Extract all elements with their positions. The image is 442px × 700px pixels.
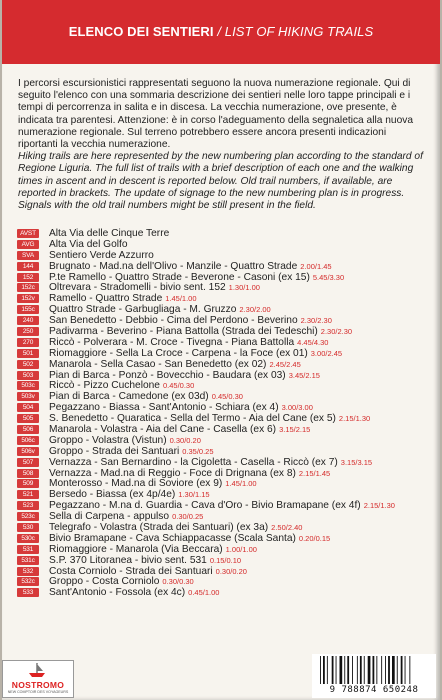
trail-time: 2.30/2.30 bbox=[300, 316, 332, 326]
trail-time: 0.45/1.00 bbox=[188, 588, 220, 598]
trail-name: Pian di Barca - Camedone (ex 03d) bbox=[49, 391, 209, 403]
barcode-number: 9 788874 650248 bbox=[329, 685, 419, 695]
trail-name: Telegrafo - Volastra (Strada dei Santuari) (ex 3a) bbox=[49, 522, 269, 533]
trail-name: Manarola - Sella Casao - San Benedetto (ex 02) bbox=[49, 358, 267, 370]
trail-row bbox=[17, 511, 432, 522]
trail-code-badge: 506v bbox=[17, 447, 39, 456]
trail-code-badge: 523 bbox=[17, 501, 39, 510]
trail-row bbox=[17, 413, 432, 424]
trail-row bbox=[17, 239, 432, 250]
trail-name: Riccò - Polverara - M. Croce - Tivegna - Piana Battolla bbox=[49, 336, 295, 348]
trail-time: 1.00/1.00 bbox=[225, 544, 257, 554]
trail-code-badge: 531 bbox=[17, 545, 39, 554]
trail-code-badge: 506c bbox=[17, 436, 39, 445]
trail-code-badge: 144 bbox=[17, 262, 39, 271]
trail-code-badge: 502 bbox=[17, 360, 39, 369]
trail-row bbox=[17, 435, 432, 446]
trail-row bbox=[17, 337, 432, 348]
trail-row bbox=[17, 457, 432, 468]
trail-name: Padivarma - Beverino - Piana Battolla (Strada dei Tedeschi) bbox=[49, 325, 318, 337]
trail-name: Groppo - Strada dei Santuari bbox=[49, 445, 180, 457]
ship-icon bbox=[27, 662, 47, 678]
trail-code-badge: 240 bbox=[17, 316, 39, 325]
trail-code-badge: 508 bbox=[17, 469, 39, 478]
trail-name: Sella di Carpena - appulso bbox=[49, 511, 170, 523]
trail-row bbox=[17, 544, 432, 555]
trail-time: 1.45/1.00 bbox=[165, 294, 197, 304]
trail-row bbox=[17, 522, 432, 533]
trail-name: San Benedetto - Debbio - Cima del Perdono - Beverino bbox=[49, 315, 298, 327]
trail-row bbox=[17, 577, 432, 588]
trail-code-badge: 505 bbox=[17, 414, 39, 423]
trail-row bbox=[17, 370, 432, 381]
trail-time: 2.15/1.30 bbox=[338, 414, 371, 424]
trail-time: 5.45/3.30 bbox=[312, 272, 345, 282]
trail-time: 2.15/1.45 bbox=[298, 468, 331, 478]
trail-name: Pian di Barca - Ponzò - Bovecchio - Baudara (ex 03) bbox=[49, 369, 286, 381]
trail-time: 2.30/2.30 bbox=[320, 326, 353, 336]
trail-list bbox=[17, 228, 432, 598]
trail-name: Bersedo - Biassa (ex 4p/4e) bbox=[49, 489, 176, 501]
trail-row bbox=[17, 293, 432, 304]
trail-code-badge: AVG bbox=[17, 240, 39, 249]
trail-name: Manarola - Volastra - Aia del Cane - Casella (ex 6) bbox=[49, 423, 277, 435]
trail-name: Costa Corniolo - Strada dei Santuari bbox=[49, 565, 213, 577]
trail-time: 0.30/0.20 bbox=[169, 435, 201, 445]
trail-time: 0.35/0.25 bbox=[182, 446, 214, 456]
trail-list-page bbox=[2, 0, 440, 700]
trail-name: Pegazzano - Biassa - Sant'Antonio - Schiara (ex 4) bbox=[49, 402, 279, 414]
barcode bbox=[312, 654, 436, 698]
trail-name: Vernazza - Mad.na di Reggio - Foce di Drignana (ex 8) bbox=[49, 467, 296, 479]
trail-row bbox=[17, 402, 432, 413]
trail-name: Sentiero Verde Azzurro bbox=[49, 249, 154, 261]
trail-name: Pegazzano - M.na d. Guardia - Cava d'Oro - Bivio Bramapane (ex 4f) bbox=[49, 500, 361, 512]
trail-name: Ramello - Quattro Strade bbox=[49, 293, 163, 305]
trail-name: S. Benedetto - Quaratica - Sella del Termo - Aia del Cane (ex 5) bbox=[49, 413, 336, 425]
trail-code-badge: 152v bbox=[17, 294, 39, 303]
publisher-logo bbox=[2, 660, 74, 698]
trail-time: 2.15/1.30 bbox=[363, 501, 395, 511]
trail-code-badge: 509 bbox=[17, 479, 39, 488]
trail-name: Groppo - Volastra (Vistun) bbox=[49, 434, 167, 446]
trail-time: 2.50/2.40 bbox=[271, 522, 303, 532]
trail-row bbox=[17, 555, 432, 566]
trail-name: Brugnato - Mad.na dell'Olivo - Manzile - Quattro Strade bbox=[49, 260, 298, 272]
trail-code-badge: 521 bbox=[17, 490, 39, 499]
trail-code-badge: 501 bbox=[17, 349, 39, 358]
trail-row bbox=[17, 282, 432, 293]
trail-code-badge: 532 bbox=[17, 567, 39, 576]
trail-time: 0.30/0.25 bbox=[172, 512, 204, 522]
trail-code-badge: 530c bbox=[17, 534, 39, 543]
trail-code-badge: 503 bbox=[17, 371, 39, 380]
trail-code-badge: 152c bbox=[17, 283, 39, 292]
barcode-bars bbox=[318, 656, 428, 684]
trail-time: 3.00/2.45 bbox=[310, 348, 343, 358]
header-banner bbox=[2, 0, 440, 64]
trail-code-badge: 532c bbox=[17, 577, 39, 586]
trail-name: Riomaggiore - Sella La Croce - Carpena - la Foce (ex 01) bbox=[49, 347, 308, 359]
trail-row bbox=[17, 348, 432, 359]
trail-name: Vernazza - San Bernardino - la Cigoletta - Casella - Riccò (ex 7) bbox=[49, 456, 338, 468]
title-english: LIST OF HIKING TRAILS bbox=[224, 24, 374, 39]
trail-time: 3.15/2.15 bbox=[279, 424, 311, 434]
page-title bbox=[2, 24, 440, 39]
trail-time: 0.15/0.10 bbox=[209, 555, 242, 565]
trail-code-badge: 155c bbox=[17, 305, 39, 314]
trail-name: S.P. 370 Litoranea - bivio sent. 531 bbox=[49, 554, 207, 566]
trail-name: Riccò - Pizzo Cuchelone bbox=[49, 380, 160, 392]
trail-row bbox=[17, 468, 432, 479]
trail-code-badge: SVA bbox=[17, 251, 39, 260]
trail-row bbox=[17, 250, 432, 261]
trail-code-badge: 507 bbox=[17, 458, 39, 467]
trail-row bbox=[17, 359, 432, 370]
trail-name: Alta Via delle Cinque Terre bbox=[49, 227, 170, 239]
trail-row bbox=[17, 326, 432, 337]
title-separator: / bbox=[213, 24, 225, 39]
trail-name: Oltrevara - Stradomelli - bivio sent. 152 bbox=[49, 282, 226, 294]
trail-row bbox=[17, 587, 432, 598]
trail-name: Riomaggiore - Manarola (Via Beccara) bbox=[49, 543, 223, 555]
trail-code-badge: 533 bbox=[17, 588, 39, 597]
trail-name: Bivio Bramapane - Cava Schiappacasse (Scala Santa) bbox=[49, 532, 296, 544]
trail-time: 0.45/0.30 bbox=[211, 392, 243, 402]
trail-row bbox=[17, 446, 432, 457]
trail-name: Sant'Antonio - Fossola (ex 4c) bbox=[49, 587, 186, 599]
trail-time: 1.30/1.15 bbox=[178, 490, 210, 500]
trail-time: 3.45/2.15 bbox=[288, 370, 320, 380]
trail-row bbox=[17, 533, 432, 544]
trail-code-badge: 531c bbox=[17, 556, 39, 565]
intro-english: Hiking trails are here represented by the new numbering plan according to the standard of Regione Liguria. The full list of trails with a brief description of each one and the walking times in ascent and in descent is reported below. Old trail numbers, if available, are reported in brackets. The update of signage to the new numbering plan is in progress. Signals with the old trail numbers might be still present in the field. bbox=[18, 151, 423, 212]
trail-time: 0.30/0.30 bbox=[162, 577, 194, 587]
trail-name: Monterosso - Mad.na di Soviore (ex 9) bbox=[49, 478, 223, 490]
trail-code-badge: 530 bbox=[17, 523, 39, 532]
trail-code-badge: 152 bbox=[17, 273, 39, 282]
trail-row bbox=[17, 315, 432, 326]
trail-time: 2.30/2.00 bbox=[239, 305, 271, 315]
trail-name: Groppo - Costa Corniolo bbox=[49, 576, 160, 588]
trail-code-badge: 523c bbox=[17, 512, 39, 521]
trail-time: 0.20/0.15 bbox=[298, 533, 331, 543]
trail-code-badge: 504 bbox=[17, 403, 39, 412]
trail-row bbox=[17, 500, 432, 511]
logo-name: NOSTROMO bbox=[11, 680, 65, 690]
trail-code-badge: AVST bbox=[17, 229, 39, 238]
trail-time: 1.45/1.00 bbox=[225, 479, 257, 489]
trail-row bbox=[17, 228, 432, 239]
intro-italian: I percorsi escursionistici rappresentati seguono la nuova numerazione regionale. Qui di seguito l'elenco con una sommaria descrizione dei sentieri nelle loro tappe principali e i tempi di percorrenza in salita e in discesa. La vecchia numerazione, ove presente, è indicata tra parentesi. Attenzione: è in corso l'adeguamento della segnaletica alla nuova numerazione regionale. Sul terreno potrebbero essere ancora presenti indicazioni riportanti la vecchia numerazione. bbox=[18, 78, 413, 151]
trail-code-badge: 250 bbox=[17, 327, 39, 336]
trail-time: 0.30/0.20 bbox=[215, 566, 247, 576]
trail-row bbox=[17, 478, 432, 489]
trail-time: 1.30/1.00 bbox=[228, 283, 260, 293]
trail-code-badge: 503c bbox=[17, 381, 39, 390]
trail-row bbox=[17, 424, 432, 435]
trail-name: P.te Ramello - Quattro Strade - Beverone - Casoni (ex 15) bbox=[49, 271, 310, 283]
trail-name: Quattro Strade - Garbugliaga - M. Gruzzo bbox=[49, 304, 237, 316]
title-italian: ELENCO DEI SENTIERI bbox=[68, 24, 214, 39]
trail-code-badge: 506 bbox=[17, 425, 39, 434]
trail-name: Alta Via del Golfo bbox=[49, 238, 128, 250]
logo-tagline: NEW COMPTOIR DES VOYAGEURS bbox=[7, 690, 69, 694]
trail-time: 0.45/0.30 bbox=[162, 381, 195, 391]
intro-text bbox=[18, 78, 424, 212]
trail-time: 3.00/3.00 bbox=[281, 403, 313, 413]
trail-row bbox=[17, 272, 432, 283]
trail-row bbox=[17, 566, 432, 577]
trail-row bbox=[17, 489, 432, 500]
trail-row bbox=[17, 391, 432, 402]
trail-time: 2.45/2.45 bbox=[269, 359, 301, 369]
trail-row bbox=[17, 304, 432, 315]
trail-row bbox=[17, 380, 432, 391]
trail-code-badge: 270 bbox=[17, 338, 39, 347]
trail-time: 4.45/4.30 bbox=[297, 337, 329, 347]
trail-row bbox=[17, 261, 432, 272]
trail-time: 3.15/3.15 bbox=[340, 457, 373, 467]
trail-code-badge: 503v bbox=[17, 392, 39, 401]
trail-time: 2.00/1.45 bbox=[300, 261, 332, 271]
